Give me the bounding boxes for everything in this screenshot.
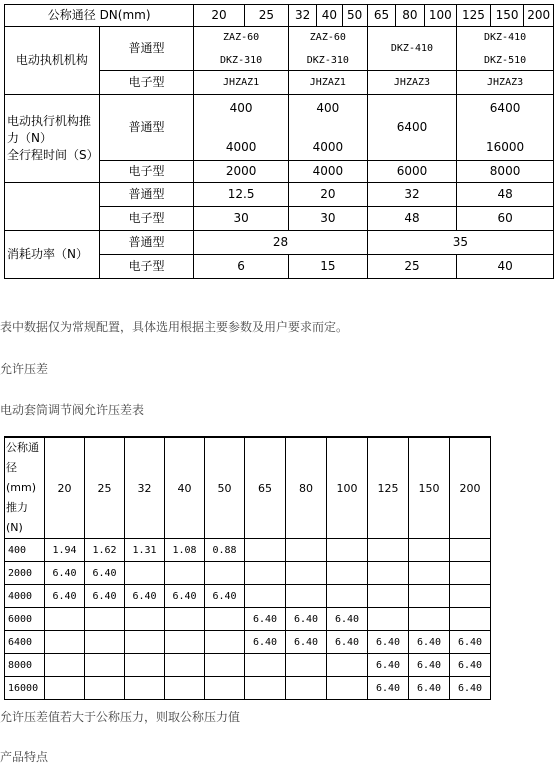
- pressure-diff-cell: 6.40: [45, 562, 85, 585]
- pressure-diff-cell: [205, 654, 245, 677]
- actuator-model-label: 电动执机机构: [5, 27, 100, 95]
- pressure-diff-cell: [85, 631, 125, 654]
- pressure-diff-cell: [368, 562, 409, 585]
- dn-value: 125: [457, 5, 491, 27]
- pressure-diff-cell: 6.40: [85, 585, 125, 608]
- normal-type-label: 普通型: [99, 183, 194, 207]
- pressure-diff-cell: [45, 631, 85, 654]
- pressure-diff-cell: [125, 562, 165, 585]
- time-cell: 60: [457, 207, 554, 231]
- dn-header: 65: [245, 437, 286, 539]
- dn-header: 200: [450, 437, 491, 539]
- pressure-diff-cell: [286, 539, 327, 562]
- pressure-diff-cell: [245, 539, 286, 562]
- dn-value: 32: [288, 5, 316, 27]
- pressure-diff-cell: [245, 677, 286, 700]
- section-heading: 允许压差: [0, 362, 49, 376]
- actuator-model-cell: DKZ-410: [367, 27, 456, 71]
- thrust-cell: 6400 16000: [457, 95, 554, 161]
- actuator-model-cell: JHZAZ1: [288, 71, 367, 95]
- normal-type-label: 普通型: [99, 95, 194, 161]
- time-cell: 30: [194, 207, 289, 231]
- pressure-diff-cell: 1.94: [45, 539, 85, 562]
- table-row: [5, 608, 491, 631]
- pressure-diff-cell: [450, 562, 491, 585]
- pressure-diff-cell: 6.40: [450, 631, 491, 654]
- pressure-diff-cell: 1.31: [125, 539, 165, 562]
- pressure-diff-cell: 6.40: [327, 631, 368, 654]
- pressure-diff-cell: 6.40: [125, 585, 165, 608]
- pressure-diff-cell: 6.40: [245, 608, 286, 631]
- pressure-diff-cell: 6.40: [85, 562, 125, 585]
- pressure-diff-cell: 6.40: [368, 654, 409, 677]
- dn-header: 20: [45, 437, 85, 539]
- pressure-diff-cell: [165, 608, 205, 631]
- note-text: 表中数据仅为常规配置，具体选用根据主要参数及用户要求而定。: [0, 320, 349, 334]
- pressure-diff-cell: 6.40: [286, 631, 327, 654]
- pressure-diff-cell: [85, 677, 125, 700]
- pressure-diff-cell: 0.88: [205, 539, 245, 562]
- pressure-diff-cell: 1.62: [85, 539, 125, 562]
- electronic-type-label: 电子型: [99, 161, 194, 183]
- power-cell: 15: [288, 255, 367, 279]
- time-cell: 20: [288, 183, 367, 207]
- dn-value: 80: [396, 5, 424, 27]
- pressure-diff-table: [4, 436, 491, 700]
- pressure-diff-cell: [327, 654, 368, 677]
- thrust-dn-header: 公称通 径(mm) 推力 (N): [5, 437, 45, 539]
- actuator-model-cell: JHZAZ3: [457, 71, 554, 95]
- dn-header: 125: [368, 437, 409, 539]
- table-row: [5, 677, 491, 700]
- pressure-diff-cell: [368, 585, 409, 608]
- pressure-diff-cell: [125, 677, 165, 700]
- pressure-diff-cell: [286, 654, 327, 677]
- thrust-cell: 4000: [288, 161, 367, 183]
- pressure-diff-cell: 6.40: [165, 585, 205, 608]
- pressure-diff-cell: 6.40: [368, 631, 409, 654]
- power-label: 消耗功率（N）: [5, 231, 100, 279]
- pressure-diff-cell: [125, 631, 165, 654]
- pressure-diff-cell: [245, 585, 286, 608]
- empty-label-cell: [5, 183, 100, 231]
- time-cell: 30: [288, 207, 367, 231]
- pressure-diff-cell: 6.40: [450, 654, 491, 677]
- pressure-diff-cell: [409, 608, 450, 631]
- pressure-diff-cell: 6.40: [45, 585, 85, 608]
- pressure-diff-cell: [85, 608, 125, 631]
- pressure-diff-cell: [327, 677, 368, 700]
- pressure-diff-cell: [409, 585, 450, 608]
- time-cell: 32: [367, 183, 456, 207]
- pressure-diff-cell: [450, 539, 491, 562]
- pressure-diff-cell: 6.40: [450, 677, 491, 700]
- pressure-diff-cell: [409, 539, 450, 562]
- electronic-type-label: 电子型: [99, 71, 194, 95]
- thrust-cell: 8000: [457, 161, 554, 183]
- thrust-cell: 6400: [367, 95, 456, 161]
- pressure-diff-cell: [45, 654, 85, 677]
- power-cell: 40: [457, 255, 554, 279]
- actuator-model-cell: ZAZ-60 DKZ-310: [288, 27, 367, 71]
- thrust-cell: 400 4000: [194, 95, 289, 161]
- pressure-diff-cell: [125, 654, 165, 677]
- pressure-diff-cell: [85, 654, 125, 677]
- dn-value: 65: [367, 5, 395, 27]
- thrust-cell: 6000: [367, 161, 456, 183]
- power-cell: 28: [194, 231, 368, 255]
- pressure-diff-cell: [245, 654, 286, 677]
- thrust-value: 4000: [5, 585, 45, 608]
- pressure-diff-cell: [165, 631, 205, 654]
- electronic-type-label: 电子型: [99, 255, 194, 279]
- dn-header: 50: [205, 437, 245, 539]
- pressure-diff-cell: [205, 631, 245, 654]
- pressure-diff-cell: [245, 562, 286, 585]
- pressure-diff-cell: [45, 608, 85, 631]
- pressure-diff-cell: [205, 562, 245, 585]
- actuator-model-cell: DKZ-410 DKZ-510: [457, 27, 554, 71]
- dn-value: 100: [424, 5, 457, 27]
- dn-value: 25: [244, 5, 288, 27]
- pressure-diff-cell: [205, 677, 245, 700]
- thrust-value: 2000: [5, 562, 45, 585]
- electronic-type-label: 电子型: [99, 207, 194, 231]
- pressure-diff-cell: [368, 539, 409, 562]
- pressure-diff-cell: 6.40: [286, 608, 327, 631]
- time-cell: 12.5: [194, 183, 289, 207]
- pressure-diff-cell: 6.40: [327, 608, 368, 631]
- pressure-diff-cell: [409, 562, 450, 585]
- pressure-diff-cell: [125, 608, 165, 631]
- table-row: [5, 631, 491, 654]
- thrust-value: 6000: [5, 608, 45, 631]
- pressure-diff-cell: [327, 562, 368, 585]
- pressure-diff-cell: 6.40: [409, 654, 450, 677]
- pressure-diff-cell: [327, 539, 368, 562]
- pressure-diff-cell: [450, 608, 491, 631]
- table-row: [5, 585, 491, 608]
- dn-value: 50: [342, 5, 367, 27]
- actuator-model-cell: JHZAZ1: [194, 71, 289, 95]
- pressure-diff-cell: 6.40: [245, 631, 286, 654]
- actuator-spec-table: [4, 4, 554, 279]
- actuator-model-cell: JHZAZ3: [367, 71, 456, 95]
- pressure-diff-cell: [368, 608, 409, 631]
- power-cell: 25: [367, 255, 456, 279]
- pressure-diff-cell: 6.40: [205, 585, 245, 608]
- dn-header: 80: [286, 437, 327, 539]
- pressure-diff-cell: [165, 677, 205, 700]
- pressure-diff-cell: [45, 677, 85, 700]
- dn-header-label: 公称通径 DN(mm): [5, 5, 194, 27]
- normal-type-label: 普通型: [99, 27, 194, 71]
- normal-type-label: 普通型: [99, 231, 194, 255]
- pressure-diff-cell: [286, 562, 327, 585]
- table-row: [5, 539, 491, 562]
- pressure-diff-cell: [327, 585, 368, 608]
- table-row: [5, 654, 491, 677]
- power-cell: 6: [194, 255, 289, 279]
- thrust-value: 8000: [5, 654, 45, 677]
- pressure-diff-cell: [165, 654, 205, 677]
- pressure-diff-cell: [286, 585, 327, 608]
- thrust-time-label: 电动执行机构推力（N） 全行程时间（S）: [5, 95, 100, 183]
- power-cell: 35: [367, 231, 553, 255]
- dn-value: 40: [317, 5, 342, 27]
- pressure-diff-cell: 6.40: [409, 677, 450, 700]
- dn-header: 100: [327, 437, 368, 539]
- table-caption: 电动套筒调节阀允许压差表: [0, 403, 145, 417]
- dn-value: 20: [194, 5, 244, 27]
- pressure-diff-cell: 1.08: [165, 539, 205, 562]
- thrust-cell: 400 4000: [288, 95, 367, 161]
- dn-header: 150: [409, 437, 450, 539]
- section-heading: 产品特点: [0, 750, 49, 764]
- time-cell: 48: [457, 183, 554, 207]
- table-row: [5, 562, 491, 585]
- pressure-diff-cell: 6.40: [409, 631, 450, 654]
- pressure-diff-cell: [165, 562, 205, 585]
- dn-value: 150: [490, 5, 524, 27]
- dn-header: 40: [165, 437, 205, 539]
- thrust-value: 400: [5, 539, 45, 562]
- dn-header: 32: [125, 437, 165, 539]
- pressure-diff-cell: [286, 677, 327, 700]
- dn-value: 200: [524, 5, 554, 27]
- thrust-cell: 2000: [194, 161, 289, 183]
- actuator-model-cell: ZAZ-60 DKZ-310: [194, 27, 289, 71]
- thrust-value: 6400: [5, 631, 45, 654]
- note-text: 允许压差值若大于公称压力，则取公称压力值: [0, 710, 241, 724]
- time-cell: 48: [367, 207, 456, 231]
- pressure-diff-cell: 6.40: [368, 677, 409, 700]
- thrust-value: 16000: [5, 677, 45, 700]
- pressure-diff-cell: [205, 608, 245, 631]
- dn-header: 25: [85, 437, 125, 539]
- pressure-diff-cell: [450, 585, 491, 608]
